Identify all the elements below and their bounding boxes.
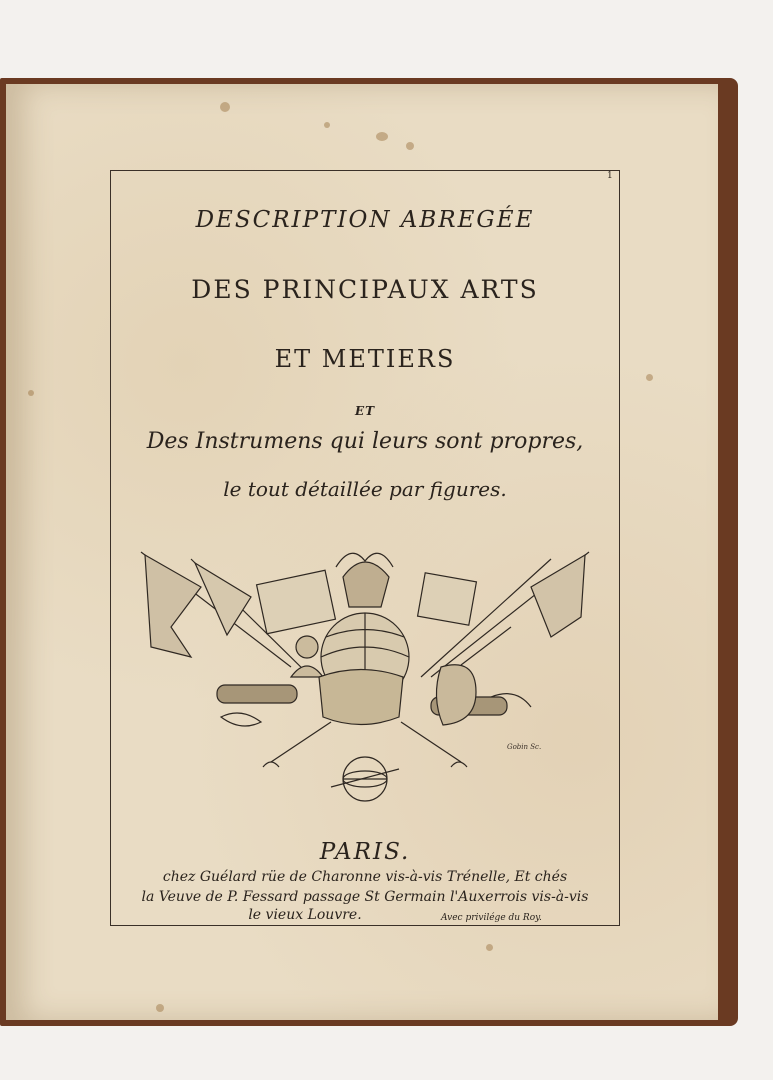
imprint-line-1: chez Guélard rüe de Charonne vis-à-vis Trénelle, Et chés (162, 869, 568, 885)
foxing-spot (646, 374, 653, 381)
title-line-1: DESCRIPTION ABREGÉE (195, 207, 535, 233)
foxing-spot (156, 1004, 164, 1012)
engraving-cartouche (319, 670, 403, 725)
engraving-helmet (343, 562, 389, 607)
engraving-bust (296, 636, 318, 658)
engraver-signature: Gobin Sc. (507, 743, 542, 751)
engraving-cannon-left (217, 685, 297, 703)
foxing-spot (324, 122, 330, 128)
title-line-5: Des Instrumens qui leurs sont propres, (146, 429, 584, 454)
engraving-violin (436, 665, 476, 725)
imprint-line-3: le vieux Louvre. (248, 907, 362, 923)
imprint-line-2: la Veuve de P. Fessard passage St Germain l'Auxerrois vis-à-vis (141, 889, 589, 905)
foxing-spot (376, 132, 388, 141)
title-line-4: ET (354, 404, 376, 418)
foxing-spot (406, 142, 414, 150)
engraving-flag-left (145, 555, 201, 657)
title-line-6: le tout détaillée par figures. (223, 477, 507, 501)
foxing-spot (486, 944, 493, 951)
title-line-2: DES PRINCIPAUX ARTS (191, 275, 539, 304)
foxing-spot (220, 102, 230, 112)
engraving-flag-right (531, 555, 585, 637)
foxing-spot (28, 390, 34, 396)
page-number: 1 (607, 171, 613, 181)
trophy-engraving (131, 547, 599, 809)
imprint-place: PARIS. (319, 839, 411, 865)
engraving-map (257, 570, 336, 633)
privilege-note: Avec privilége du Roy. (441, 913, 542, 923)
title-line-3: ET METIERS (274, 345, 456, 373)
engraved-frame (110, 170, 620, 926)
